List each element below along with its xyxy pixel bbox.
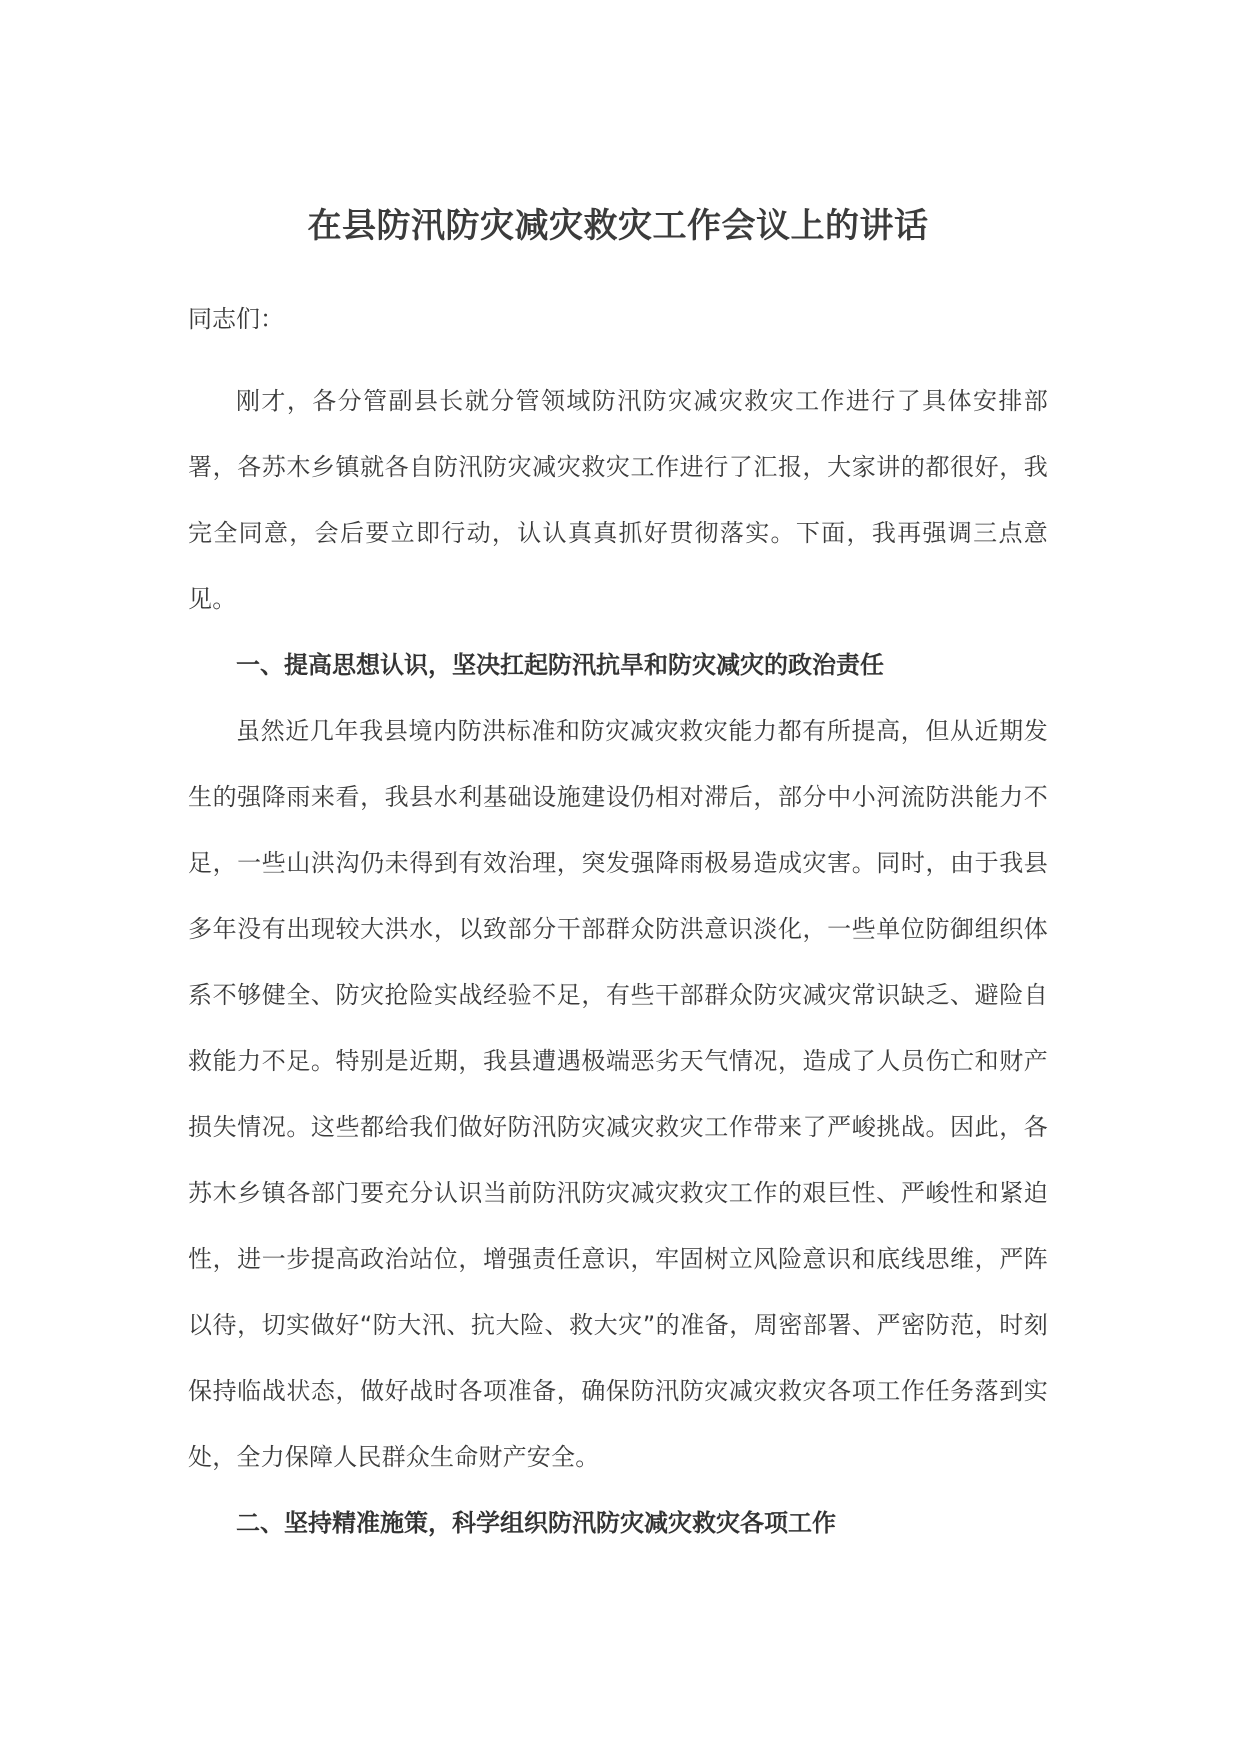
document-body (188, 200, 1048, 1556)
document-title: 在县防汛防灾减灾救灾工作会议上的讲话 (307, 206, 929, 246)
salutation: 同志们： (188, 305, 284, 333)
section-heading-1: 一、提高思想认识，坚决扛起防汛抗旱和防灾减灾的政治责任 (236, 651, 884, 679)
section-heading-2: 二、坚持精准施策，科学组织防汛防灾减灾救灾各项工作 (236, 1509, 836, 1537)
opening-paragraph: 刚才，各分管副县长就分管领域防汛防灾减灾救灾工作进行了具体安排部署，各苏木乡镇就各自防汛防灾减灾救灾工作进行了汇报，大家讲的都很好，我完全同意，会后要立即行动，认认真真抓好贯彻落实。下面，我再强调三点意见。 (188, 387, 1048, 613)
section-1-paragraph: 虽然近几年我县境内防洪标准和防灾减灾救灾能力都有所提高，但从近期发生的强降雨来看，我县水利基础设施建设仍相对滞后，部分中小河流防洪能力不足，一些山洪沟仍未得到有效治理，突发强降雨极易造成灾害。同时，由于我县多年没有出现较大洪水，以致部分干部群众防洪意识淡化，一些单位防御组织体系不够健全、防灾抢险实战经验不足，有些干部群众防灾减灾常识缺乏、避险自救能力不足。特别是近期，我县遭遇极端恶劣天气情况，造成了人员伤亡和财产损失情况。这些都给我们做好防汛防灾减灾救灾工作带来了严峻挑战。因此，各苏木乡镇各部门要充分认识当前防汛防灾减灾救灾工作的艰巨性、严峻性和紧迫性，进一步提高政治站位，增强责任意识，牢固树立风险意识和底线思维，严阵以待，切实做好“防大汛、抗大险、救大灾”的准备，周密部署、严密防范，时刻保持临战状态，做好战时各项准备，确保防汛防灾减灾救灾各项工作任务落到实处，全力保障人民群众生命财产安全。 (188, 717, 1048, 1471)
